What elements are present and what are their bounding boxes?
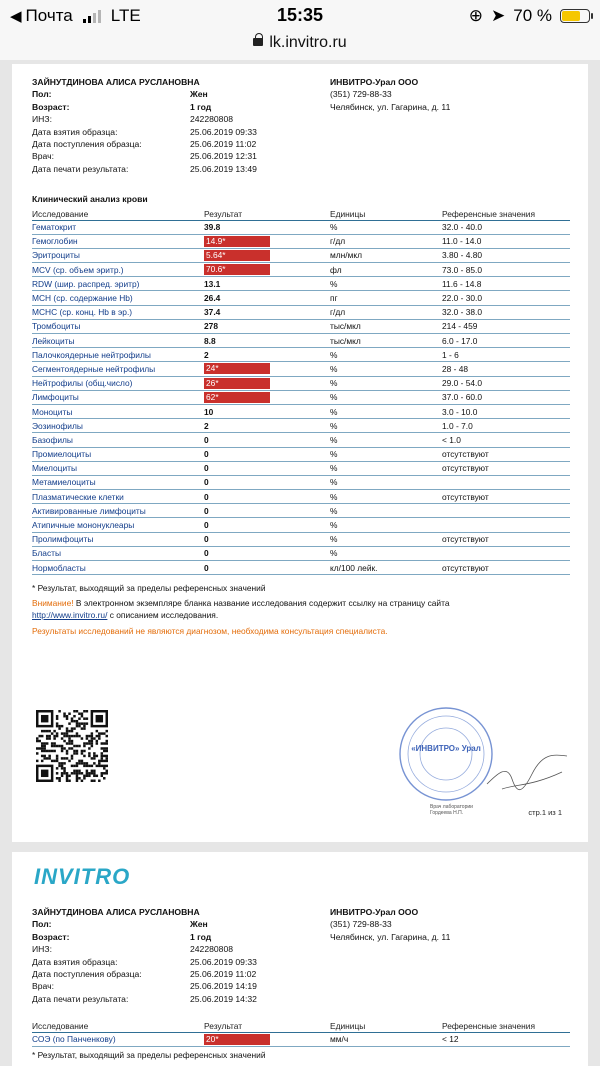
unit-value: тыс/мкл xyxy=(330,319,442,333)
back-arrow-icon[interactable]: ◀ xyxy=(10,8,22,25)
date-value: 25.06.2019 14:19 xyxy=(190,981,257,992)
date-label: Дата печати результата: xyxy=(32,993,129,1004)
section-title: Клинический анализ крови xyxy=(32,194,148,204)
result-sheet-2 xyxy=(12,852,588,1066)
reference-value: 3.80 - 4.80 xyxy=(442,248,570,262)
col-reference: Референсные значения xyxy=(442,1020,570,1032)
reference-value xyxy=(442,475,570,489)
status-bar xyxy=(0,0,600,34)
out-of-range-badge: 24* xyxy=(204,363,270,374)
date-value: 25.06.2019 11:02 xyxy=(190,139,257,149)
status-left xyxy=(10,6,141,26)
signature xyxy=(482,744,572,804)
results-table xyxy=(32,208,570,575)
test-name-link[interactable]: Эозинофилы xyxy=(32,419,204,433)
reference-value: < 12 xyxy=(442,1032,570,1046)
table-row xyxy=(32,291,570,305)
reference-value: отсутствуют xyxy=(442,490,570,504)
age-label: Возраст: xyxy=(32,931,70,942)
sex-label: Пол: xyxy=(32,89,52,100)
lab-phone: (351) 729-88-33 xyxy=(330,919,392,930)
table-row xyxy=(32,561,570,575)
unit-value: % xyxy=(330,376,442,390)
reference-value: 1 - 6 xyxy=(442,348,570,362)
unit-value: пг xyxy=(330,291,442,305)
result-value: 0 xyxy=(204,433,330,447)
footnote: * Результат, выходящий за пределы референсных значений xyxy=(32,583,266,593)
sex-label: Пол: xyxy=(32,919,52,930)
back-to-app-label[interactable]: Почта xyxy=(25,6,73,25)
table-row xyxy=(32,390,570,404)
col-result: Результат xyxy=(204,208,330,220)
out-of-range-badge: 26* xyxy=(204,378,270,389)
unit-value: % xyxy=(330,404,442,418)
date-label: Врач: xyxy=(32,981,54,992)
reference-value xyxy=(442,546,570,560)
network-type: LTE xyxy=(110,6,141,25)
result-value: 278 xyxy=(204,319,330,333)
lab-phone: (351) 729-88-33 xyxy=(330,89,392,100)
test-name-link[interactable]: Сегментоядерные нейтрофилы xyxy=(32,362,204,376)
table-row xyxy=(32,376,570,390)
unit-value: % xyxy=(330,348,442,362)
result-sheet-1 xyxy=(12,64,588,842)
result-value: 26.4 xyxy=(204,291,330,305)
patient-name: ЗАЙНУТДИНОВА АЛИСА РУСЛАНОВНА xyxy=(32,907,200,917)
status-right xyxy=(469,6,590,26)
result-value: 0 xyxy=(204,447,330,461)
unit-value: % xyxy=(330,546,442,560)
out-of-range-badge: 62* xyxy=(204,392,270,403)
test-name-link[interactable]: Метамиелоциты xyxy=(32,475,204,489)
table-row xyxy=(32,319,570,333)
table-row xyxy=(32,447,570,461)
footnote-2: * Результат, выходящий за пределы референсных значений xyxy=(32,1050,266,1060)
result-value xyxy=(204,234,330,248)
result-value: 0 xyxy=(204,475,330,489)
result-value: 0 xyxy=(204,504,330,518)
qr-code-icon xyxy=(36,710,108,782)
table-header xyxy=(32,208,570,220)
table-row xyxy=(32,234,570,248)
col-reference: Референсные значения xyxy=(442,208,570,220)
date-value: 25.06.2019 12:31 xyxy=(190,151,257,162)
disclaimer: Результаты исследований не являются диагнозом, необходима консультация специалиста. xyxy=(32,626,388,636)
unit-value: % xyxy=(330,532,442,546)
test-name-link[interactable]: Атипичные мононуклеары xyxy=(32,518,204,532)
lab-address: Челябинск, ул. Гагарина, д. 11 xyxy=(330,101,451,112)
result-value xyxy=(204,1032,330,1046)
unit-value: % xyxy=(330,447,442,461)
clock: 15:35 xyxy=(276,5,324,25)
out-of-range-badge: 5.64* xyxy=(204,250,270,261)
reference-value: отсутствуют xyxy=(442,532,570,546)
table-row xyxy=(32,546,570,560)
test-name-link[interactable]: Бласты xyxy=(32,546,204,560)
lab-name: ИНВИТРО-Урал ООО xyxy=(330,907,419,917)
test-name-link[interactable]: Миелоциты xyxy=(32,461,204,475)
unit-value: % xyxy=(330,433,442,447)
table-row xyxy=(32,362,570,376)
unit-value: мм/ч xyxy=(330,1032,442,1046)
out-of-range-badge: 70.6* xyxy=(204,264,270,275)
page-number: стр.1 из 1 xyxy=(528,808,562,817)
date-value: 25.06.2019 11:02 xyxy=(190,969,257,979)
date-label: Дата поступления образца: xyxy=(32,139,142,149)
col-result: Результат xyxy=(204,1020,330,1032)
site-tail: с описанием исследования. xyxy=(107,610,219,620)
reference-value: 32.0 - 38.0 xyxy=(442,305,570,319)
unit-value: кл/100 лейк. xyxy=(330,561,442,575)
test-name-link[interactable]: Лимфоциты xyxy=(32,390,204,404)
unit-value: млн/мкл xyxy=(330,248,442,262)
table-row xyxy=(32,518,570,532)
test-name-link[interactable]: Гемоглобин xyxy=(32,234,204,248)
unit-value: % xyxy=(330,461,442,475)
unit-value: % xyxy=(330,390,442,404)
col-units: Единицы xyxy=(330,1020,442,1032)
signer-name: Гордеева Н.П. xyxy=(430,810,464,816)
date-label: Дата взятия образца: xyxy=(32,956,118,967)
test-name-link[interactable]: MCHC (ср. конц. Hb в эр.) xyxy=(32,305,204,319)
sex-value: Жен xyxy=(190,89,208,100)
result-value: 0 xyxy=(204,546,330,560)
table-row xyxy=(32,504,570,518)
unit-value: % xyxy=(330,518,442,532)
table-row xyxy=(32,532,570,546)
table-row xyxy=(32,248,570,262)
result-value: 2 xyxy=(204,348,330,362)
result-value: 0 xyxy=(204,490,330,504)
reference-value: 11.6 - 14.8 xyxy=(442,277,570,291)
date-label: Дата взятия образца: xyxy=(32,126,118,137)
site-note xyxy=(32,610,218,620)
inz-label: ИНЗ: xyxy=(32,944,52,955)
test-name-link[interactable]: СОЭ (по Панченкову) xyxy=(32,1032,204,1046)
result-value: 8.8 xyxy=(204,334,330,348)
reference-value: 3.0 - 10.0 xyxy=(442,404,570,418)
reference-value: 11.0 - 14.0 xyxy=(442,234,570,248)
result-value: 0 xyxy=(204,518,330,532)
table-header xyxy=(32,1020,570,1032)
unit-value: % xyxy=(330,490,442,504)
attention-text: В электронном экземпляре бланка название исследования содержит ссылку на страницу сайта xyxy=(73,598,450,608)
result-value xyxy=(204,248,330,262)
reference-value: 6.0 - 17.0 xyxy=(442,334,570,348)
lab-info-2 xyxy=(330,906,450,943)
out-of-range-badge: 14.9* xyxy=(204,236,270,247)
test-name-link[interactable]: Лейкоциты xyxy=(32,334,204,348)
result-value xyxy=(204,376,330,390)
invitro-logo: INVITRO xyxy=(34,864,131,889)
result-value: 37.4 xyxy=(204,305,330,319)
result-value: 0 xyxy=(204,461,330,475)
date-value: 25.06.2019 09:33 xyxy=(190,956,257,967)
date-label: Дата печати результата: xyxy=(32,163,129,174)
table-row xyxy=(32,1032,570,1046)
reference-value: отсутствуют xyxy=(442,561,570,575)
reference-value: 1.0 - 7.0 xyxy=(442,419,570,433)
signal-strength-icon xyxy=(83,9,101,23)
test-name-link[interactable]: RDW (шир. распред. эритр) xyxy=(32,277,204,291)
reference-value: 22.0 - 30.0 xyxy=(442,291,570,305)
result-value xyxy=(204,263,330,277)
lab-address: Челябинск, ул. Гагарина, д. 11 xyxy=(330,931,451,942)
inz-label: ИНЗ: xyxy=(32,114,52,125)
reference-value: 214 - 459 xyxy=(442,319,570,333)
test-name-link[interactable]: Плазматические клетки xyxy=(32,490,204,504)
attention-label: Внимание! xyxy=(32,598,74,608)
stamp-text: «ИНВИТРО» Урал xyxy=(411,744,481,753)
table-row xyxy=(32,404,570,418)
age-label: Возраст: xyxy=(32,101,70,112)
result-value: 0 xyxy=(204,532,330,546)
col-units: Единицы xyxy=(330,208,442,220)
test-name-link[interactable]: Базофилы xyxy=(32,433,204,447)
orientation-lock-icon: ⊕ xyxy=(468,6,483,25)
test-name-link[interactable]: Моноциты xyxy=(32,404,204,418)
attention-note xyxy=(32,598,450,608)
test-name-link[interactable]: Промиелоциты xyxy=(32,447,204,461)
date-label: Врач: xyxy=(32,151,54,162)
age-value: 1 год xyxy=(190,931,212,942)
url-text[interactable]: lk.invitro.ru xyxy=(269,34,347,51)
out-of-range-badge: 20* xyxy=(204,1034,270,1045)
table-row xyxy=(32,433,570,447)
test-name-link[interactable]: Эритроциты xyxy=(32,248,204,262)
test-name-link[interactable]: Пролимфоциты xyxy=(32,532,204,546)
result-value: 2 xyxy=(204,419,330,433)
table-row xyxy=(32,461,570,475)
test-name-link[interactable]: MCH (ср. содержание Hb) xyxy=(32,291,204,305)
unit-value: тыс/мкл xyxy=(330,334,442,348)
lab-stamp xyxy=(396,704,496,804)
unit-value: % xyxy=(330,277,442,291)
result-value: 39.8 xyxy=(204,220,330,234)
unit-value: % xyxy=(330,504,442,518)
table-row xyxy=(32,475,570,489)
test-name-link[interactable]: Тромбоциты xyxy=(32,319,204,333)
test-name-link[interactable]: Гематокрит xyxy=(32,220,204,234)
reference-value: 28 - 48 xyxy=(442,362,570,376)
table-row xyxy=(32,305,570,319)
result-value xyxy=(204,390,330,404)
unit-value: % xyxy=(330,220,442,234)
site-link[interactable]: http://www.invitro.ru/ xyxy=(32,610,108,620)
result-value: 10 xyxy=(204,404,330,418)
inz-value: 242280808 xyxy=(190,114,234,125)
reference-value xyxy=(442,518,570,532)
unit-value: г/дл xyxy=(330,305,442,319)
reference-value: 29.0 - 54.0 xyxy=(442,376,570,390)
test-name-link[interactable]: Нейтрофилы (общ.число) xyxy=(32,376,204,390)
reference-value: < 1.0 xyxy=(442,433,570,447)
patient-name: ЗАЙНУТДИНОВА АЛИСА РУСЛАНОВНА xyxy=(32,77,200,87)
result-value xyxy=(204,362,330,376)
table-row xyxy=(32,263,570,277)
unit-value: % xyxy=(330,419,442,433)
reference-value: отсутствуют xyxy=(442,447,570,461)
address-bar[interactable] xyxy=(0,34,600,60)
inz-value: 242280808 xyxy=(190,944,234,955)
unit-value: фл xyxy=(330,263,442,277)
reference-value: 73.0 - 85.0 xyxy=(442,263,570,277)
date-value: 25.06.2019 09:33 xyxy=(190,126,257,137)
battery-icon xyxy=(560,9,590,23)
date-value: 25.06.2019 13:49 xyxy=(190,163,257,174)
reference-value: 37.0 - 60.0 xyxy=(442,390,570,404)
reference-value xyxy=(442,504,570,518)
unit-value: % xyxy=(330,475,442,489)
date-label: Дата поступления образца: xyxy=(32,969,142,979)
lab-info xyxy=(330,76,450,113)
lab-name: ИНВИТРО-Урал ООО xyxy=(330,77,419,87)
test-name-link[interactable]: MCV (ср. объем эритр.) xyxy=(32,263,204,277)
table-row xyxy=(32,348,570,362)
lock-icon xyxy=(253,38,263,46)
signer-block xyxy=(430,804,473,816)
location-arrow-icon: ➤ xyxy=(491,6,506,25)
result-value: 0 xyxy=(204,561,330,575)
signer-title: Врач лаборатории xyxy=(430,804,473,810)
col-test: Исследование xyxy=(32,208,204,220)
unit-value: г/дл xyxy=(330,234,442,248)
table-row xyxy=(32,334,570,348)
reference-value: отсутствуют xyxy=(442,461,570,475)
sex-value: Жен xyxy=(190,919,208,930)
date-value: 25.06.2019 14:32 xyxy=(190,993,257,1004)
age-value: 1 год xyxy=(190,101,212,112)
battery-percent: 70 % xyxy=(513,6,552,25)
table-row xyxy=(32,490,570,504)
test-name-link[interactable]: Нормобласты xyxy=(32,561,204,575)
test-name-link[interactable]: Активированные лимфоциты xyxy=(32,504,204,518)
result-value: 13.1 xyxy=(204,277,330,291)
col-test: Исследование xyxy=(32,1020,204,1032)
test-name-link[interactable]: Палочкоядерные нейтрофилы xyxy=(32,348,204,362)
unit-value: % xyxy=(330,362,442,376)
table-row xyxy=(32,220,570,234)
table-row xyxy=(32,277,570,291)
table-row xyxy=(32,419,570,433)
reference-value: 32.0 - 40.0 xyxy=(442,220,570,234)
results-table-2 xyxy=(32,1020,570,1047)
